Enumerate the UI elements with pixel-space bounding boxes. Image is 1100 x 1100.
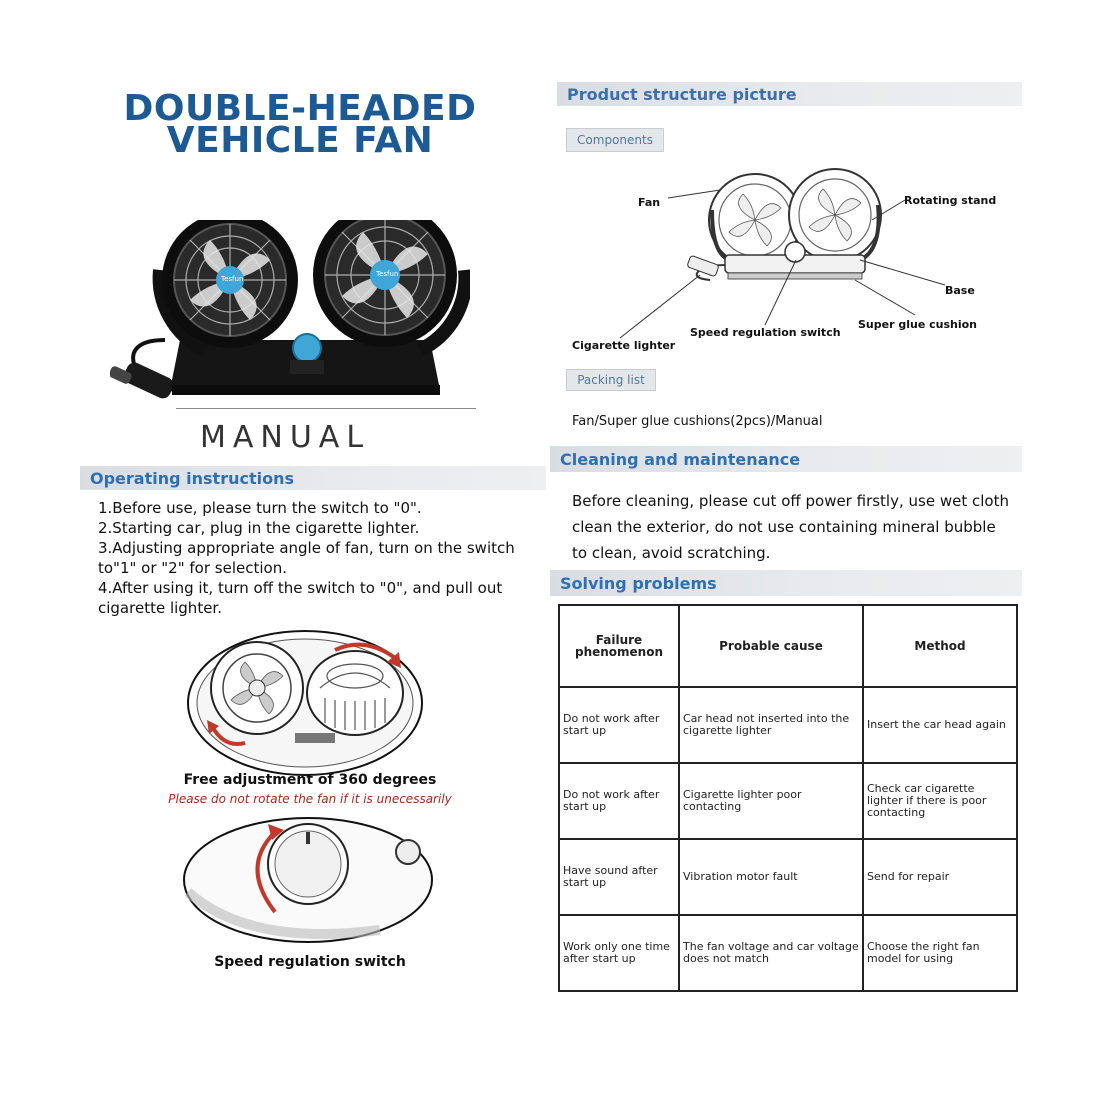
title-line-2: VEHICLE FAN <box>166 120 434 161</box>
label-super-glue-cushion: Super glue cushion <box>858 318 977 331</box>
cigarette-plug <box>110 360 176 401</box>
cell-cause: Vibration motor fault <box>679 839 863 915</box>
cell-cause: Cigarette lighter poor contacting <box>679 763 863 839</box>
components-chip: Components <box>566 128 664 152</box>
operating-steps <box>98 498 548 618</box>
divider-line <box>176 408 476 409</box>
header-cause: Probable cause <box>679 605 863 687</box>
manual-label: MANUAL <box>200 420 371 455</box>
label-fan: Fan <box>638 196 661 209</box>
label-rotating-stand: Rotating stand <box>904 194 997 207</box>
header-failure: Failure phenomenon <box>559 605 679 687</box>
header-method: Method <box>863 605 1017 687</box>
packing-text: Fan/Super glue cushions(2pcs)/Manual <box>572 414 823 429</box>
cell-failure: Have sound after start up <box>559 839 679 915</box>
adjustment-illustration <box>185 628 425 778</box>
cell-method: Send for repair <box>863 839 1017 915</box>
cell-method: Check car cigarette lighter if there is poor contacting <box>863 763 1017 839</box>
operating-heading: Operating instructions <box>80 466 546 490</box>
table-row <box>559 915 1017 991</box>
brand-badge-right: Tesfun <box>376 270 399 278</box>
cell-failure: Work only one time after start up <box>559 915 679 991</box>
solving-heading: Solving problems <box>550 570 1022 596</box>
cleaning-text: Before cleaning, please cut off power firstly, use wet cloth clean the exterior, do not use containing mineral bubble to clean, avoid scratching. <box>572 492 1009 562</box>
cell-method: Choose the right fan model for using <box>863 915 1017 991</box>
cell-cause: The fan voltage and car voltage does not match <box>679 915 863 991</box>
step-1: 1.Before use, please turn the switch to "0". <box>98 499 422 517</box>
label-cigarette-lighter: Cigarette lighter <box>572 339 676 352</box>
problems-table <box>558 604 1018 992</box>
step-3: 3.Adjusting appropriate angle of fan, turn on the switch to"1" or "2" for selection. <box>98 539 515 577</box>
table-row <box>559 763 1017 839</box>
table-row <box>559 839 1017 915</box>
label-base: Base <box>945 284 975 297</box>
cell-failure: Do not work after start up <box>559 687 679 763</box>
step-2: 2.Starting car, plug in the cigarette lighter. <box>98 519 420 537</box>
step-4: 4.After using it, turn off the switch to "0", and pull out cigarette lighter. <box>98 579 503 617</box>
table-header-row <box>559 605 1017 687</box>
product-photo <box>110 220 470 420</box>
adjustment-warning: Please do not rotate the fan if it is unecessarily <box>168 792 452 806</box>
packing-chip: Packing list <box>566 369 656 391</box>
adjustment-caption: Free adjustment of 360 degrees <box>183 772 437 788</box>
speed-switch-illustration <box>180 812 440 952</box>
speed-switch-caption: Speed regulation switch <box>214 954 406 970</box>
brand-badge-left: Tesfun <box>221 275 244 283</box>
title-line-1: DOUBLE-HEADED <box>123 88 477 129</box>
cell-method: Insert the car head again <box>863 687 1017 763</box>
cell-failure: Do not work after start up <box>559 763 679 839</box>
cell-cause: Car head not inserted into the cigarette lighter <box>679 687 863 763</box>
cleaning-heading: Cleaning and maintenance <box>550 446 1022 472</box>
label-speed-regulation-switch: Speed regulation switch <box>690 326 841 339</box>
table-row <box>559 687 1017 763</box>
structure-heading: Product structure picture <box>557 82 1022 106</box>
